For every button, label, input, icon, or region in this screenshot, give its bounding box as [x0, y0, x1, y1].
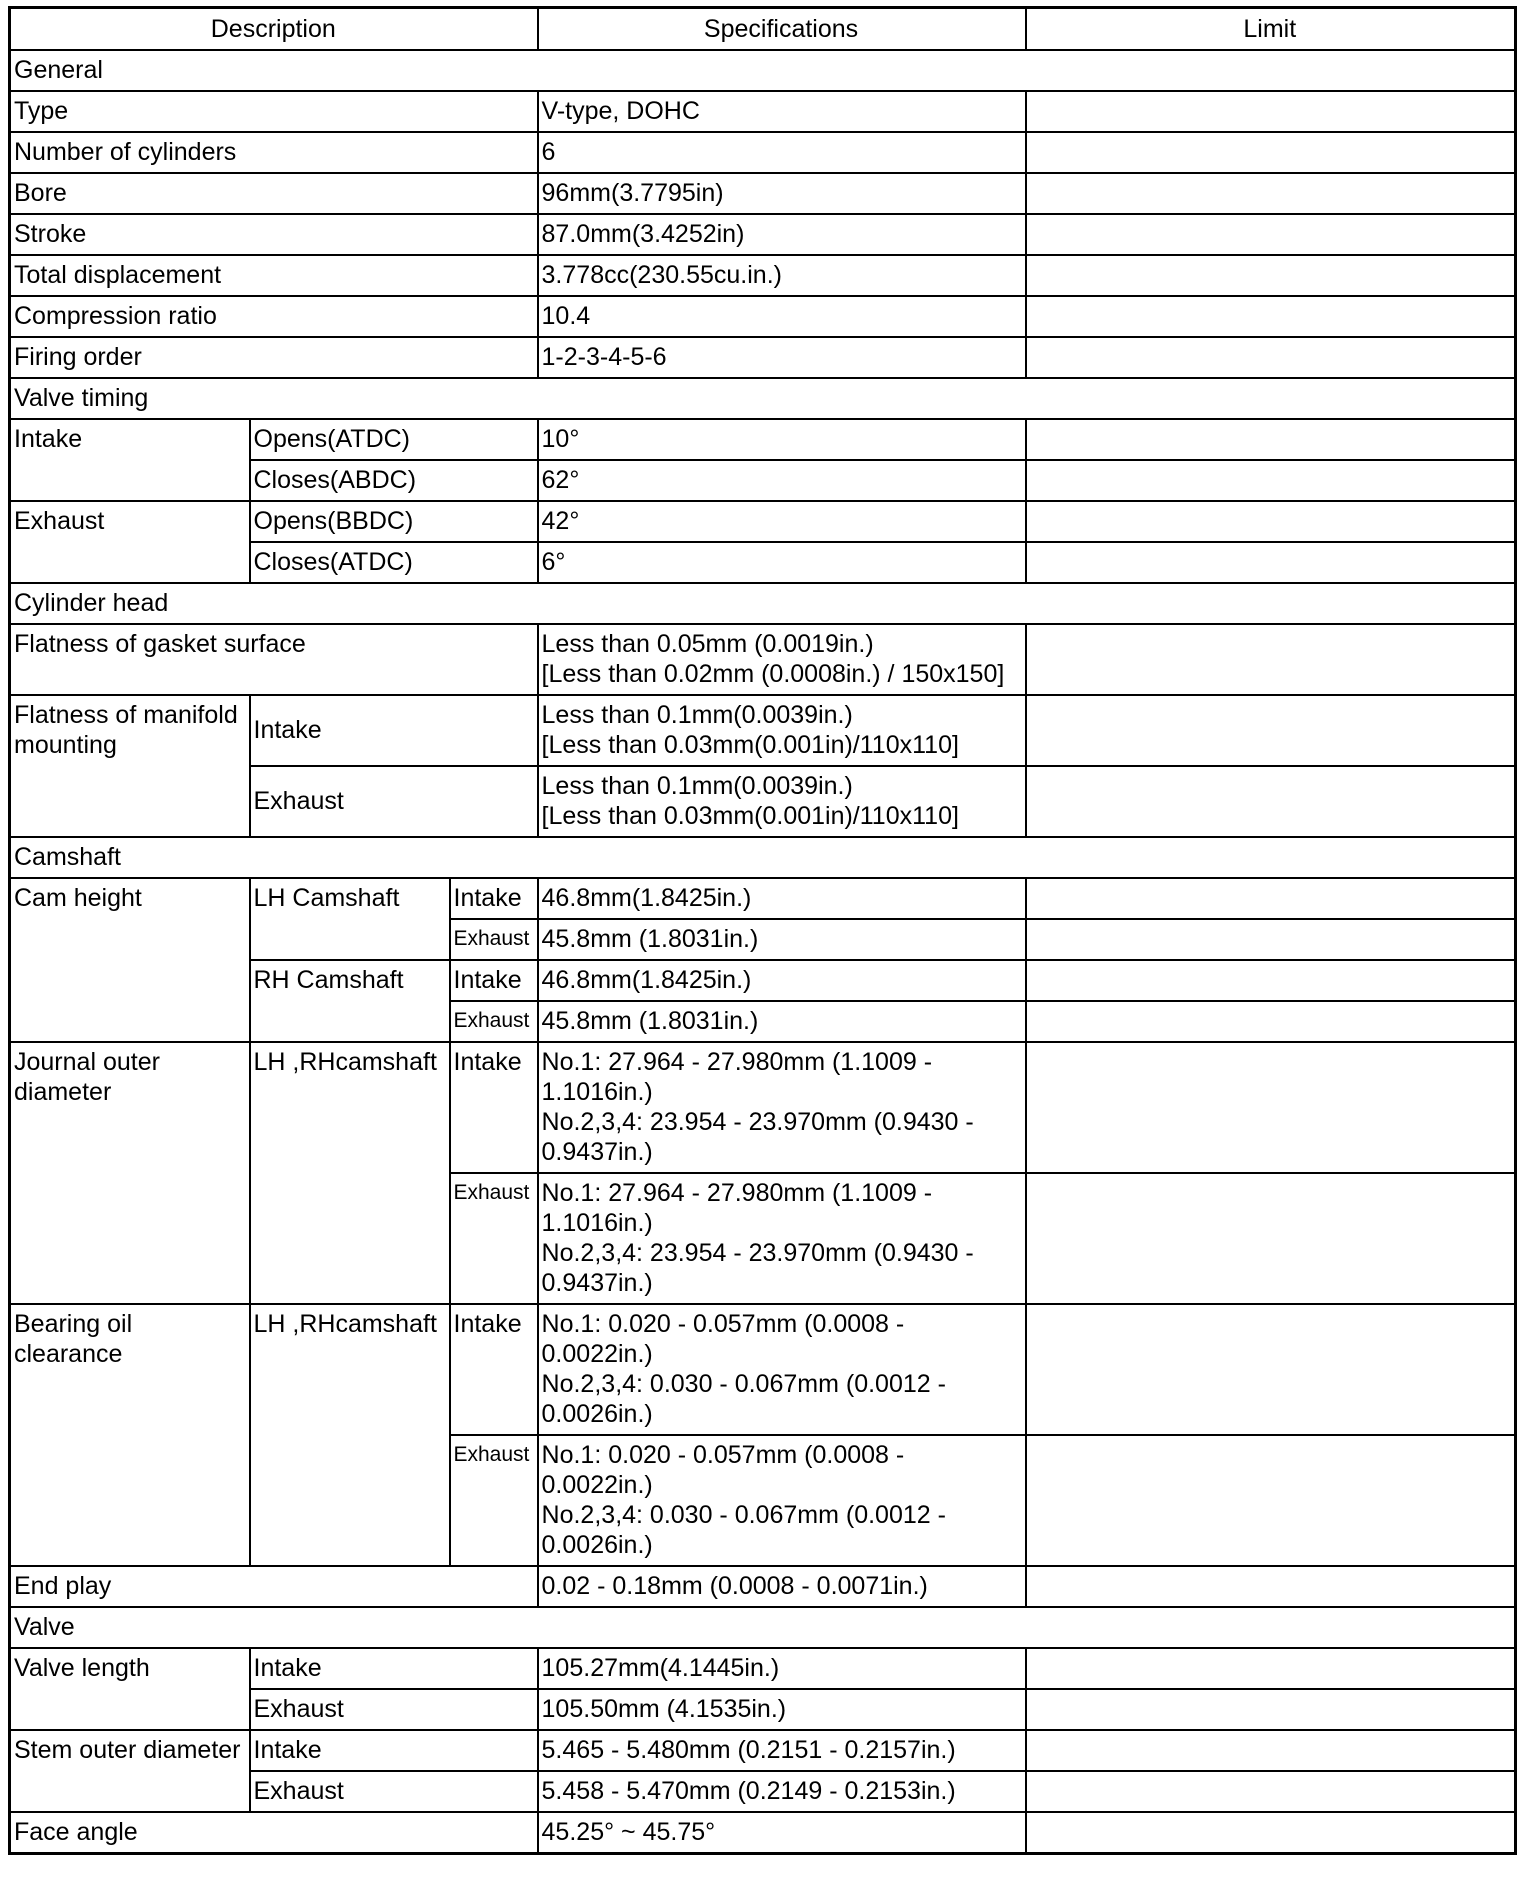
- section-cylinder-head: Cylinder head: [10, 583, 1516, 624]
- section-valve: Valve: [10, 1607, 1516, 1648]
- row-limit: [1026, 337, 1516, 378]
- row-spec: [538, 624, 1026, 695]
- row-sub-sub-label: Exhaust: [450, 1435, 538, 1566]
- row-limit: [1026, 1648, 1516, 1689]
- row-spec: 1-2-3-4-5-6: [538, 337, 1026, 378]
- spec-line: 0.0026in.): [541, 1400, 653, 1428]
- section-camshaft: Camshaft: [10, 837, 1516, 878]
- row-spec: [538, 1304, 1026, 1435]
- row-limit: [1026, 1812, 1516, 1854]
- table-row: [10, 624, 1516, 695]
- row-label: Type: [10, 91, 538, 132]
- row-sub-label: Closes(ABDC): [250, 460, 538, 501]
- section-row: [10, 378, 1516, 419]
- row-sub-sub-label: Exhaust: [450, 1001, 538, 1042]
- row-limit: [1026, 501, 1516, 542]
- row-sub-label: Opens(BBDC): [250, 501, 538, 542]
- row-limit: [1026, 624, 1516, 695]
- row-sub-label: Intake: [250, 1730, 538, 1771]
- row-limit: [1026, 960, 1516, 1001]
- row-sub-label: Exhaust: [250, 766, 538, 837]
- row-limit: [1026, 1304, 1516, 1435]
- row-sub-label: Opens(ATDC): [250, 419, 538, 460]
- spec-line: [Less than 0.03mm(0.001in)/110x110]: [541, 731, 959, 759]
- row-spec: 105.27mm(4.1445in.): [538, 1648, 1026, 1689]
- table-row: [10, 419, 1516, 460]
- table-row: [10, 1812, 1516, 1854]
- spec-line: 1.1016in.): [541, 1209, 653, 1237]
- spec-line: Less than 0.1mm(0.0039in.): [541, 772, 853, 800]
- table-row: [10, 214, 1516, 255]
- row-limit: [1026, 419, 1516, 460]
- row-label: Compression ratio: [10, 296, 538, 337]
- row-limit: [1026, 1173, 1516, 1304]
- row-label: Number of cylinders: [10, 132, 538, 173]
- row-sub-label: LH ,RHcamshaft: [250, 1304, 450, 1566]
- row-sub-sub-label: Intake: [450, 878, 538, 919]
- row-limit: [1026, 1566, 1516, 1607]
- header-limit: Limit: [1026, 8, 1516, 51]
- row-label: Face angle: [10, 1812, 538, 1854]
- spec-line: No.2,3,4: 23.954 - 23.970mm (0.9430 -: [541, 1108, 974, 1136]
- row-sub-sub-label: Intake: [450, 1304, 538, 1435]
- row-spec: [538, 695, 1026, 766]
- header-description: Description: [10, 8, 538, 51]
- row-limit: [1026, 460, 1516, 501]
- table-row: [10, 173, 1516, 214]
- row-spec: 105.50mm (4.1535in.): [538, 1689, 1026, 1730]
- row-group-label: Valve length: [10, 1648, 250, 1730]
- spec-line: 1.1016in.): [541, 1078, 653, 1106]
- spec-line: No.2,3,4: 0.030 - 0.067mm (0.0012 -: [541, 1501, 946, 1529]
- row-spec: 62°: [538, 460, 1026, 501]
- table-row: [10, 1304, 1516, 1435]
- row-limit: [1026, 919, 1516, 960]
- row-spec: [538, 1173, 1026, 1304]
- row-sub-sub-label: Exhaust: [450, 919, 538, 960]
- row-limit: [1026, 1689, 1516, 1730]
- row-limit: [1026, 1771, 1516, 1812]
- table-row: [10, 695, 1516, 766]
- row-spec: 10.4: [538, 296, 1026, 337]
- section-row: [10, 1607, 1516, 1648]
- table-row: [10, 132, 1516, 173]
- spec-line: 0.9437in.): [541, 1138, 653, 1166]
- row-label: Stroke: [10, 214, 538, 255]
- row-spec: 46.8mm(1.8425in.): [538, 960, 1026, 1001]
- row-limit: [1026, 255, 1516, 296]
- row-limit: [1026, 1730, 1516, 1771]
- spec-line: Less than 0.05mm (0.0019in.): [541, 630, 874, 658]
- row-sub-sub-label: Intake: [450, 1042, 538, 1173]
- row-spec: [538, 1042, 1026, 1173]
- row-sub-label: Intake: [250, 695, 538, 766]
- row-spec: 45.8mm (1.8031in.): [538, 919, 1026, 960]
- row-limit: [1026, 1435, 1516, 1566]
- row-spec: [538, 1435, 1026, 1566]
- engine-spec-table: [8, 6, 1517, 1855]
- row-label: Firing order: [10, 337, 538, 378]
- section-general: General: [10, 50, 1516, 91]
- spec-line: No.1: 0.020 - 0.057mm (0.0008 -: [541, 1441, 905, 1469]
- row-label: Flatness of gasket surface: [10, 624, 538, 695]
- header-specifications: Specifications: [538, 8, 1026, 51]
- row-sub-sub-label: Exhaust: [450, 1173, 538, 1304]
- row-label: Total displacement: [10, 255, 538, 296]
- row-sub-label: LH Camshaft: [250, 878, 450, 960]
- table-row: [10, 296, 1516, 337]
- spec-line: No.1: 27.964 - 27.980mm (1.1009 -: [541, 1048, 933, 1076]
- row-sub-sub-label: Intake: [450, 960, 538, 1001]
- row-sub-label: Exhaust: [250, 1771, 538, 1812]
- row-sub-label: Intake: [250, 1648, 538, 1689]
- table-row: [10, 501, 1516, 542]
- row-limit: [1026, 296, 1516, 337]
- row-group-label: Journal outer diameter: [10, 1042, 250, 1304]
- row-spec: 6: [538, 132, 1026, 173]
- spec-line: 0.0022in.): [541, 1340, 653, 1368]
- row-limit: [1026, 695, 1516, 766]
- row-limit: [1026, 766, 1516, 837]
- row-group-label: Exhaust: [10, 501, 250, 583]
- spec-line: No.1: 27.964 - 27.980mm (1.1009 -: [541, 1179, 933, 1207]
- row-limit: [1026, 214, 1516, 255]
- row-spec: 5.465 - 5.480mm (0.2151 - 0.2157in.): [538, 1730, 1026, 1771]
- row-limit: [1026, 878, 1516, 919]
- table-row: [10, 1648, 1516, 1689]
- table-row: [10, 878, 1516, 919]
- row-sub-label: RH Camshaft: [250, 960, 450, 1042]
- spec-line: [Less than 0.03mm(0.001in)/110x110]: [541, 802, 959, 830]
- row-spec: 10°: [538, 419, 1026, 460]
- row-spec: 45.25° ~ 45.75°: [538, 1812, 1026, 1854]
- spec-line: 0.0022in.): [541, 1471, 653, 1499]
- table-row: [10, 1730, 1516, 1771]
- table-row: [10, 1566, 1516, 1607]
- header-row: [10, 8, 1516, 51]
- row-label: End play: [10, 1566, 538, 1607]
- table-row: [10, 1042, 1516, 1173]
- section-row: [10, 50, 1516, 91]
- row-group-label: Cam height: [10, 878, 250, 1042]
- row-spec: 45.8mm (1.8031in.): [538, 1001, 1026, 1042]
- row-spec: 0.02 - 0.18mm (0.0008 - 0.0071in.): [538, 1566, 1026, 1607]
- row-spec: 46.8mm(1.8425in.): [538, 878, 1026, 919]
- row-spec: 6°: [538, 542, 1026, 583]
- row-spec: 42°: [538, 501, 1026, 542]
- table-row: [10, 255, 1516, 296]
- spec-line: No.2,3,4: 0.030 - 0.067mm (0.0012 -: [541, 1370, 946, 1398]
- row-spec: [538, 766, 1026, 837]
- table-row: [10, 337, 1516, 378]
- spec-line: No.1: 0.020 - 0.057mm (0.0008 -: [541, 1310, 905, 1338]
- row-group-label: Intake: [10, 419, 250, 501]
- spec-line: [Less than 0.02mm (0.0008in.) / 150x150]: [541, 660, 1005, 688]
- spec-line: Less than 0.1mm(0.0039in.): [541, 701, 853, 729]
- row-limit: [1026, 173, 1516, 214]
- row-limit: [1026, 91, 1516, 132]
- row-spec: 87.0mm(3.4252in): [538, 214, 1026, 255]
- table-row: [10, 91, 1516, 132]
- row-group-label: Flatness of manifold mounting: [10, 695, 250, 837]
- spec-line: No.2,3,4: 23.954 - 23.970mm (0.9430 -: [541, 1239, 974, 1267]
- row-limit: [1026, 1001, 1516, 1042]
- spec-line: 0.9437in.): [541, 1269, 653, 1297]
- section-row: [10, 837, 1516, 878]
- row-limit: [1026, 542, 1516, 583]
- section-valve-timing: Valve timing: [10, 378, 1516, 419]
- row-label: Bore: [10, 173, 538, 214]
- row-group-label: Stem outer diameter: [10, 1730, 250, 1812]
- section-row: [10, 583, 1516, 624]
- row-spec: 5.458 - 5.470mm (0.2149 - 0.2153in.): [538, 1771, 1026, 1812]
- row-spec: 3.778cc(230.55cu.in.): [538, 255, 1026, 296]
- row-group-label: Bearing oil clearance: [10, 1304, 250, 1566]
- spec-line: 0.0026in.): [541, 1531, 653, 1559]
- row-limit: [1026, 132, 1516, 173]
- row-spec: V-type, DOHC: [538, 91, 1026, 132]
- row-limit: [1026, 1042, 1516, 1173]
- row-sub-label: Exhaust: [250, 1689, 538, 1730]
- row-sub-label: Closes(ATDC): [250, 542, 538, 583]
- row-spec: 96mm(3.7795in): [538, 173, 1026, 214]
- row-sub-label: LH ,RHcamshaft: [250, 1042, 450, 1304]
